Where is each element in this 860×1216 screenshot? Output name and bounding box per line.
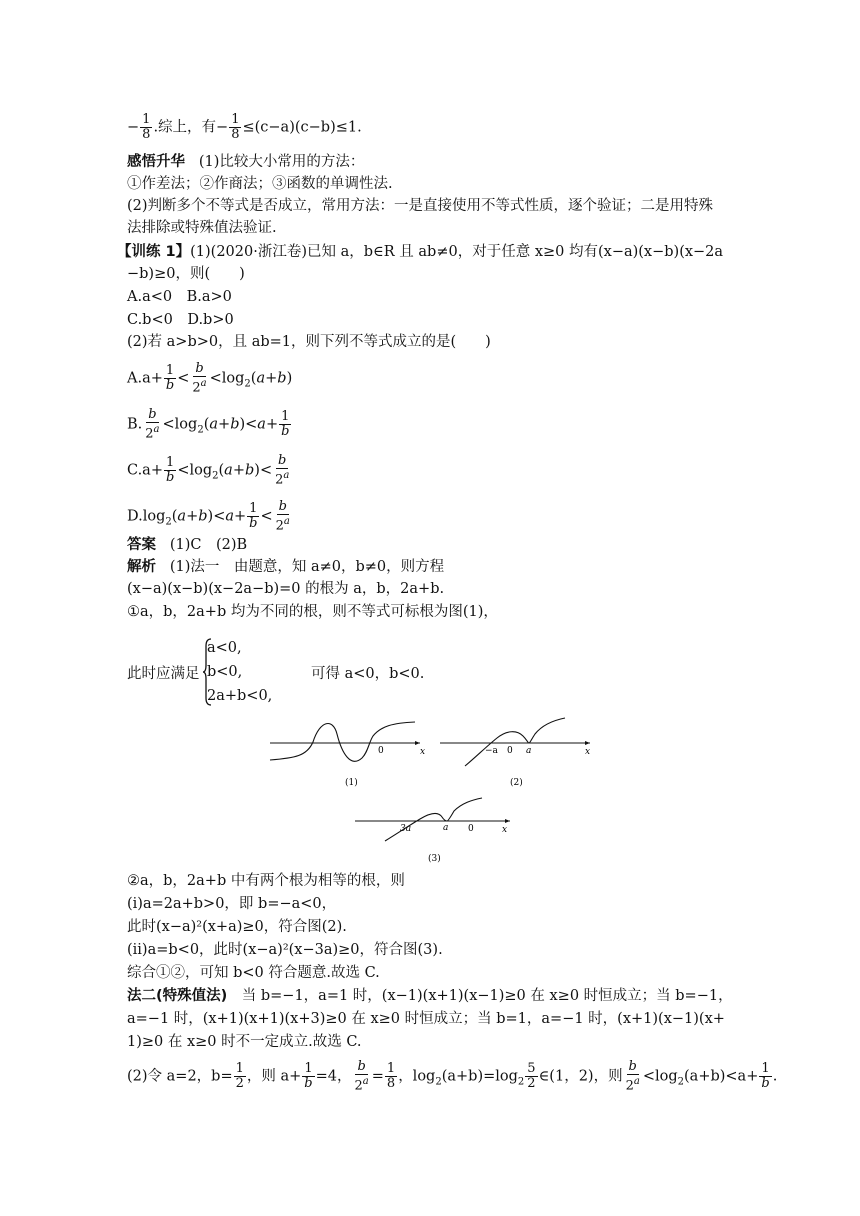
fig1-label: 0 [378, 746, 384, 756]
text: − [127, 119, 140, 136]
text-line: ①作差法；②作商法；③函数的单调性法. [127, 176, 393, 192]
text: .综上，有− [153, 119, 229, 136]
text-line: a=−1 时，(x+1)(x+1)(x+3)≥0 在 x≥0 时恒成立；当 b=1，a=−1 时，(x+1)(x−1)(x+ [127, 1011, 725, 1027]
text-line: ①a，b，2a+b 均为不同的根，则不等式可标根为图(1)， [127, 604, 498, 620]
figure-1 [270, 722, 425, 788]
option-line: C.b<0 D.b>0 [127, 312, 234, 328]
option-line: A.a<0 B.a>0 [127, 289, 232, 305]
fig2-label: x [585, 747, 591, 757]
text-line: (2)若 a>b>0，且 ab=1，则下列不等式成立的是( ) [127, 334, 491, 350]
training-heading-line [117, 242, 723, 262]
text-line: (2)判断多个不等式是否成立，常用方法：一是直接使用不等式性质，逐个验证；二是用特殊 [127, 198, 714, 214]
text: (1)法一 由题意，知 a≠0，b≠0，则方程 [169, 559, 445, 575]
fig3-label: x [502, 825, 508, 835]
fig2-label: a [526, 746, 532, 756]
analysis-line [127, 557, 444, 577]
text: (1)比较大小常用的方法： [198, 154, 365, 170]
summary-line [127, 113, 362, 142]
fig3-label: a [443, 823, 449, 833]
fraction: $\frac{1}{8}$ [231, 112, 240, 142]
final-line: (2)令 a=2，b= $\frac{1}{2}$ ，则 a+ $\frac{1}{b}$ =4， $\frac{b}{2^a}$ = $\frac{1}{8}$ ，$\log_2(a+b)=\log_2$ $\frac{5}{2}$ ∈(1，2)，则 $\frac{b}{2^a}$ $<\log_2(a+b)<a+$ $\frac{1}{b}$ . [127, 1059, 778, 1094]
option-d: $D.\log_2(a+b)<a+$ $\frac{1}{b}$ < $\frac{b}{2^a}$ [127, 499, 290, 534]
method2-title: 法二(特殊值法) [127, 988, 228, 1004]
root-figures-1-2 [265, 712, 605, 794]
fig2-label: 0 [507, 746, 513, 756]
option-a: A.a+ $\frac{1}{b}$ < $\frac{b}{2^a}$ $<\log_2(a+b)$ [127, 361, 293, 396]
method2-line [127, 986, 733, 1006]
text-line: −b)≥0，则( ) [127, 266, 245, 282]
fig3-label: 0 [468, 824, 474, 834]
option-b: B. $\frac{b}{2^a}$ $<\log_2(a+b)<a+$ $\frac{1}{b}$ [127, 407, 290, 442]
text-line: 法排除或特殊值法验证. [127, 220, 277, 236]
inequality-system [127, 636, 527, 708]
text: ≤(c−a)(c−b)≤1. [242, 119, 362, 136]
insight-heading-line [127, 152, 364, 172]
text: (1)(2020·浙江卷)已知 a，b∈R 且 ab≠0，对于任意 x≥0 均有(x−a)(x−b)(x−2a [190, 244, 724, 260]
fig3-label: 3a [400, 824, 412, 834]
fig1-label: x [420, 747, 426, 757]
text-line: (x−a)(x−b)(x−2a−b)=0 的根为 a，b，2a+b. [127, 581, 445, 597]
text: 当 b=−1，a=1 时，(x−1)(x+1)(x−1)≥0 在 x≥0 时恒成立；当 b=−1， [227, 988, 733, 1004]
fig2-caption: (2) [510, 778, 523, 788]
option-c: C.a+ $\frac{1}{b}$ $<\log_2(a+b)<$ $\frac{b}{2^a}$ [127, 453, 290, 488]
brace-line: b<0, [207, 664, 243, 680]
answer-line [127, 535, 247, 555]
fig2-label: −a [485, 746, 498, 756]
insight-title: 感悟升华 [127, 154, 185, 170]
text: 可得 a<0，b<0. [311, 666, 425, 682]
text-line: 1)≥0 在 x≥0 时不一定成立.故选 C. [127, 1034, 362, 1050]
text-line: (ⅰ)a=2a+b>0，即 b=−a<0， [127, 896, 337, 912]
fraction: $\frac{1}{8}$ [142, 112, 151, 142]
text: (1)C (2)B [169, 537, 248, 553]
brace-line: a<0, [207, 640, 242, 656]
fig1-caption: (1) [345, 778, 358, 788]
text-line: 综合①②，可知 b<0 符合题意.故选 C. [127, 965, 380, 981]
figure-3 [355, 798, 510, 864]
text-line: ②a，b，2a+b 中有两个根为相等的根，则 [127, 873, 405, 889]
text-line: (ⅱ)a=b<0，此时(x−a)²(x−3a)≥0，符合图(3). [127, 942, 443, 958]
brace-lines [207, 636, 272, 708]
root-figure-3 [350, 795, 520, 867]
analysis-title: 解析 [127, 559, 156, 575]
answer-title: 答案 [127, 537, 156, 553]
fig3-caption: (3) [428, 854, 441, 864]
figure-2 [440, 718, 590, 788]
training-title: 【训练 1】 [117, 244, 191, 260]
text: 此时应满足 [127, 666, 200, 682]
brace-line: 2a+b<0, [207, 688, 273, 704]
text-line: 此时(x−a)²(x+a)≥0，符合图(2). [127, 919, 347, 935]
